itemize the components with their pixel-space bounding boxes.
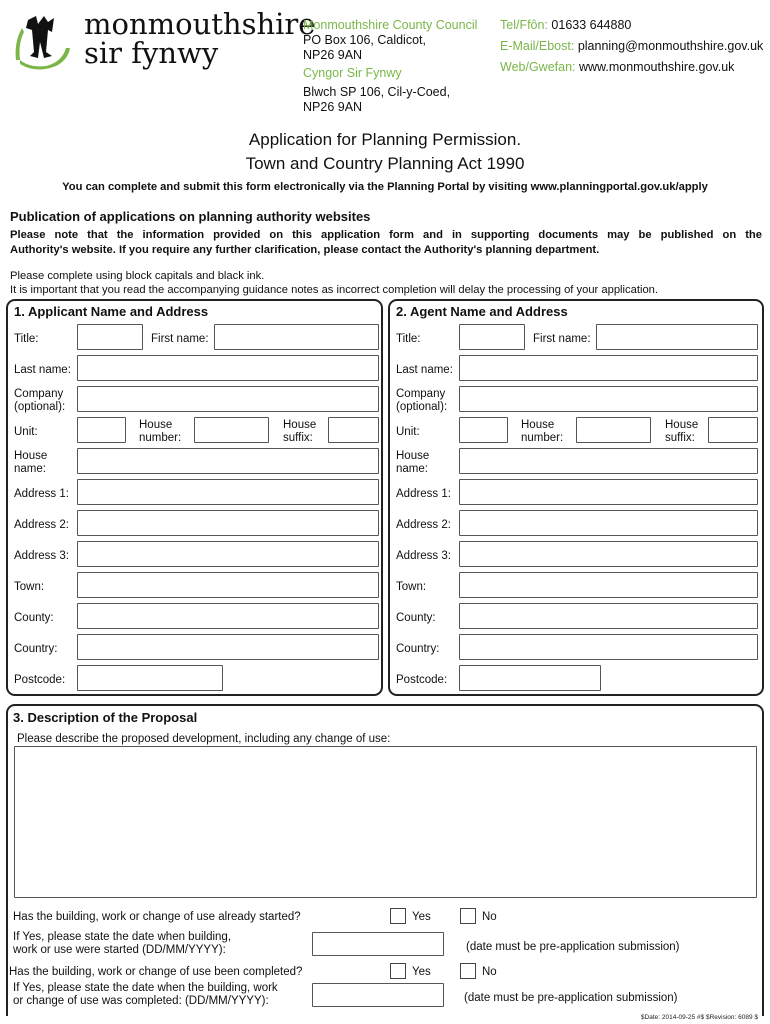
label-company [396, 388, 447, 413]
completed-date-input[interactable] [312, 983, 444, 1007]
label-address-2: Address 2: [14, 519, 69, 531]
agent-unit-input[interactable] [459, 417, 508, 443]
label-company [14, 388, 65, 413]
describe-label: Please describe the proposed development, including any change of use: [17, 733, 391, 745]
completed-yes-label: Yes [412, 966, 431, 978]
question-completed-date-2: or change of use was completed: (DD/MM/YYYY): [13, 994, 269, 1007]
started-yes-checkbox[interactable] [390, 908, 406, 924]
council-logo [10, 12, 72, 72]
label-postcode: Postcode: [396, 674, 448, 686]
address-cy-2: NP26 9AN [303, 100, 363, 114]
applicant-panel [6, 299, 383, 696]
applicant-country-input[interactable] [77, 634, 379, 660]
label-address-1: Address 1: [14, 488, 69, 500]
section-1-title: 1. Applicant Name and Address [14, 304, 209, 319]
label-company-2: (optional): [14, 400, 66, 413]
started-no-checkbox[interactable] [460, 908, 476, 924]
contact-block [500, 18, 768, 75]
applicant-address-3-input[interactable] [77, 541, 379, 567]
agent-house-number-input[interactable] [576, 417, 651, 443]
label-house-name [14, 450, 47, 475]
agent-house-name-input[interactable] [459, 448, 758, 474]
question-completed-date [13, 982, 278, 1007]
label-house-name-2: name: [14, 462, 46, 475]
instructions-line-2: It is important that you read the accompanying guidance notes as incorrect completion will delay the processing of your application. [10, 284, 658, 296]
proposal-description-textarea[interactable] [14, 746, 757, 898]
label-house-number-2: number: [139, 431, 182, 444]
brand-line-2: sir fynwy [84, 36, 219, 70]
brand-line-1: monmouthshire [84, 7, 316, 41]
applicant-town-input[interactable] [77, 572, 379, 598]
label-company-2: (optional): [396, 400, 448, 413]
label-address-3: Address 3: [14, 550, 69, 562]
publication-text-line-2: Authority's website. If you require any further clarification, please contact the Authority's planning department. [10, 244, 600, 256]
label-house-suffix-2: suffix: [283, 431, 313, 444]
started-no-label: No [482, 911, 497, 923]
web-label: Web/Gwefan: [500, 60, 576, 74]
agent-address-1-input[interactable] [459, 479, 758, 505]
agent-company-input[interactable] [459, 386, 758, 412]
label-house-number [139, 419, 181, 444]
label-title: Title: [14, 333, 39, 345]
label-house-number-1: House [139, 419, 173, 431]
label-house-name-2: name: [396, 462, 428, 475]
applicant-house-name-input[interactable] [77, 448, 379, 474]
form-title-line-2: Town and Country Planning Act 1990 [245, 154, 525, 173]
label-unit: Unit: [396, 426, 420, 438]
completed-date-note: (date must be pre-application submission) [464, 992, 678, 1004]
completed-no-label: No [482, 966, 497, 978]
label-house-suffix-1: House [665, 419, 699, 431]
applicant-address-1-input[interactable] [77, 479, 379, 505]
instructions-line-1: Please complete using block capitals and black ink. [10, 270, 265, 282]
label-house-name-1: House [14, 450, 48, 462]
applicant-unit-input[interactable] [77, 417, 126, 443]
question-completed: Has the building, work or change of use been completed? [9, 966, 303, 978]
label-house-number-1: House [521, 419, 555, 431]
label-postcode: Postcode: [14, 674, 66, 686]
label-country: Country: [396, 643, 440, 655]
publication-heading: Publication of applications on planning authority websites [10, 209, 371, 224]
contact-email [500, 39, 768, 54]
label-address-3: Address 3: [396, 550, 451, 562]
completed-yes-checkbox[interactable] [390, 963, 406, 979]
form-title-line-1: Application for Planning Permission. [248, 130, 522, 149]
question-started-date-2: work or use were started (DD/MM/YYYY): [13, 943, 226, 956]
council-name-en: Monmouthshire County Council [303, 18, 478, 32]
started-yes-label: Yes [412, 911, 431, 923]
label-house-name [396, 450, 429, 475]
started-date-input[interactable] [312, 932, 444, 956]
agent-last-name-input[interactable] [459, 355, 758, 381]
tel-label: Tel/Ffôn: [500, 18, 548, 32]
agent-address-2-input[interactable] [459, 510, 758, 536]
instructions [10, 269, 765, 297]
proposal-panel [6, 704, 764, 1016]
label-last-name: Last name: [14, 364, 71, 376]
label-first-name: First name: [151, 333, 209, 345]
web-value[interactable]: www.monmouthshire.gov.uk [579, 60, 735, 74]
label-first-name: First name: [533, 333, 591, 345]
question-started: Has the building, work or change of use already started? [13, 911, 301, 923]
label-company-1: Company [14, 388, 64, 400]
label-address-2: Address 2: [396, 519, 451, 531]
email-label: E-Mail/Ebost: [500, 39, 575, 53]
applicant-postcode-input[interactable] [77, 665, 223, 691]
agent-town-input[interactable] [459, 572, 758, 598]
label-country: Country: [14, 643, 58, 655]
question-started-date-1: If Yes, please state the date when building, [13, 931, 232, 943]
label-house-number-2: number: [521, 431, 564, 444]
label-town: Town: [396, 581, 427, 593]
label-house-number [521, 419, 563, 444]
tel-value: 01633 644880 [551, 18, 632, 32]
revision-footer: $Date: 2014-09-25 #$ $Revision: 6089 $ [640, 1014, 758, 1021]
agent-first-name-input[interactable] [596, 324, 758, 350]
agent-county-input[interactable] [459, 603, 758, 629]
agent-address-3-input[interactable] [459, 541, 758, 567]
label-house-name-1: House [396, 450, 430, 462]
label-house-suffix [665, 419, 698, 444]
label-house-suffix-2: suffix: [665, 431, 695, 444]
label-title: Title: [396, 333, 421, 345]
label-county: County: [14, 612, 54, 624]
label-house-suffix-1: House [283, 419, 317, 431]
publication-text [10, 228, 762, 258]
portal-note: You can complete and submit this form electronically via the Planning Portal by visiting www.planningportal.gov.uk/apply [62, 181, 708, 193]
agent-country-input[interactable] [459, 634, 758, 660]
applicant-county-input[interactable] [77, 603, 379, 629]
label-house-suffix [283, 419, 316, 444]
section-2-title: 2. Agent Name and Address [396, 304, 568, 319]
agent-panel [388, 299, 764, 696]
started-date-note: (date must be pre-application submission) [466, 941, 680, 953]
section-3-title: 3. Description of the Proposal [13, 710, 198, 725]
email-value[interactable]: planning@monmouthshire.gov.uk [577, 39, 764, 53]
question-completed-date-1: If Yes, please state the date when the building, work [13, 982, 278, 994]
agent-title-input[interactable] [459, 324, 525, 350]
address-cy-1: Blwch SP 106, Cil-y-Coed, [303, 85, 451, 99]
contact-tel [500, 18, 768, 33]
council-address-block [303, 18, 493, 115]
brand-name [84, 7, 316, 70]
label-last-name: Last name: [396, 364, 453, 376]
publication-text-line-1: Please note that the information provided on this application form and in supporting documents may be published on the [10, 229, 762, 241]
address-en-2: NP26 9AN [303, 48, 363, 62]
label-town: Town: [14, 581, 45, 593]
applicant-first-name-input[interactable] [214, 324, 379, 350]
address-en-1: PO Box 106, Caldicot, [303, 33, 426, 47]
agent-postcode-input[interactable] [459, 665, 601, 691]
applicant-last-name-input[interactable] [77, 355, 379, 381]
applicant-house-suffix-input[interactable] [328, 417, 379, 443]
label-company-1: Company [396, 388, 446, 400]
label-address-1: Address 1: [396, 488, 451, 500]
agent-house-suffix-input[interactable] [708, 417, 758, 443]
form-title [0, 128, 770, 176]
question-started-date [13, 931, 231, 956]
applicant-company-input[interactable] [77, 386, 379, 412]
council-name-cy: Cyngor Sir Fynwy [303, 66, 402, 80]
completed-no-checkbox[interactable] [460, 963, 476, 979]
applicant-address-2-input[interactable] [77, 510, 379, 536]
applicant-title-input[interactable] [77, 324, 143, 350]
label-unit: Unit: [14, 426, 38, 438]
label-county: County: [396, 612, 436, 624]
contact-web [500, 60, 768, 75]
applicant-house-number-input[interactable] [194, 417, 269, 443]
